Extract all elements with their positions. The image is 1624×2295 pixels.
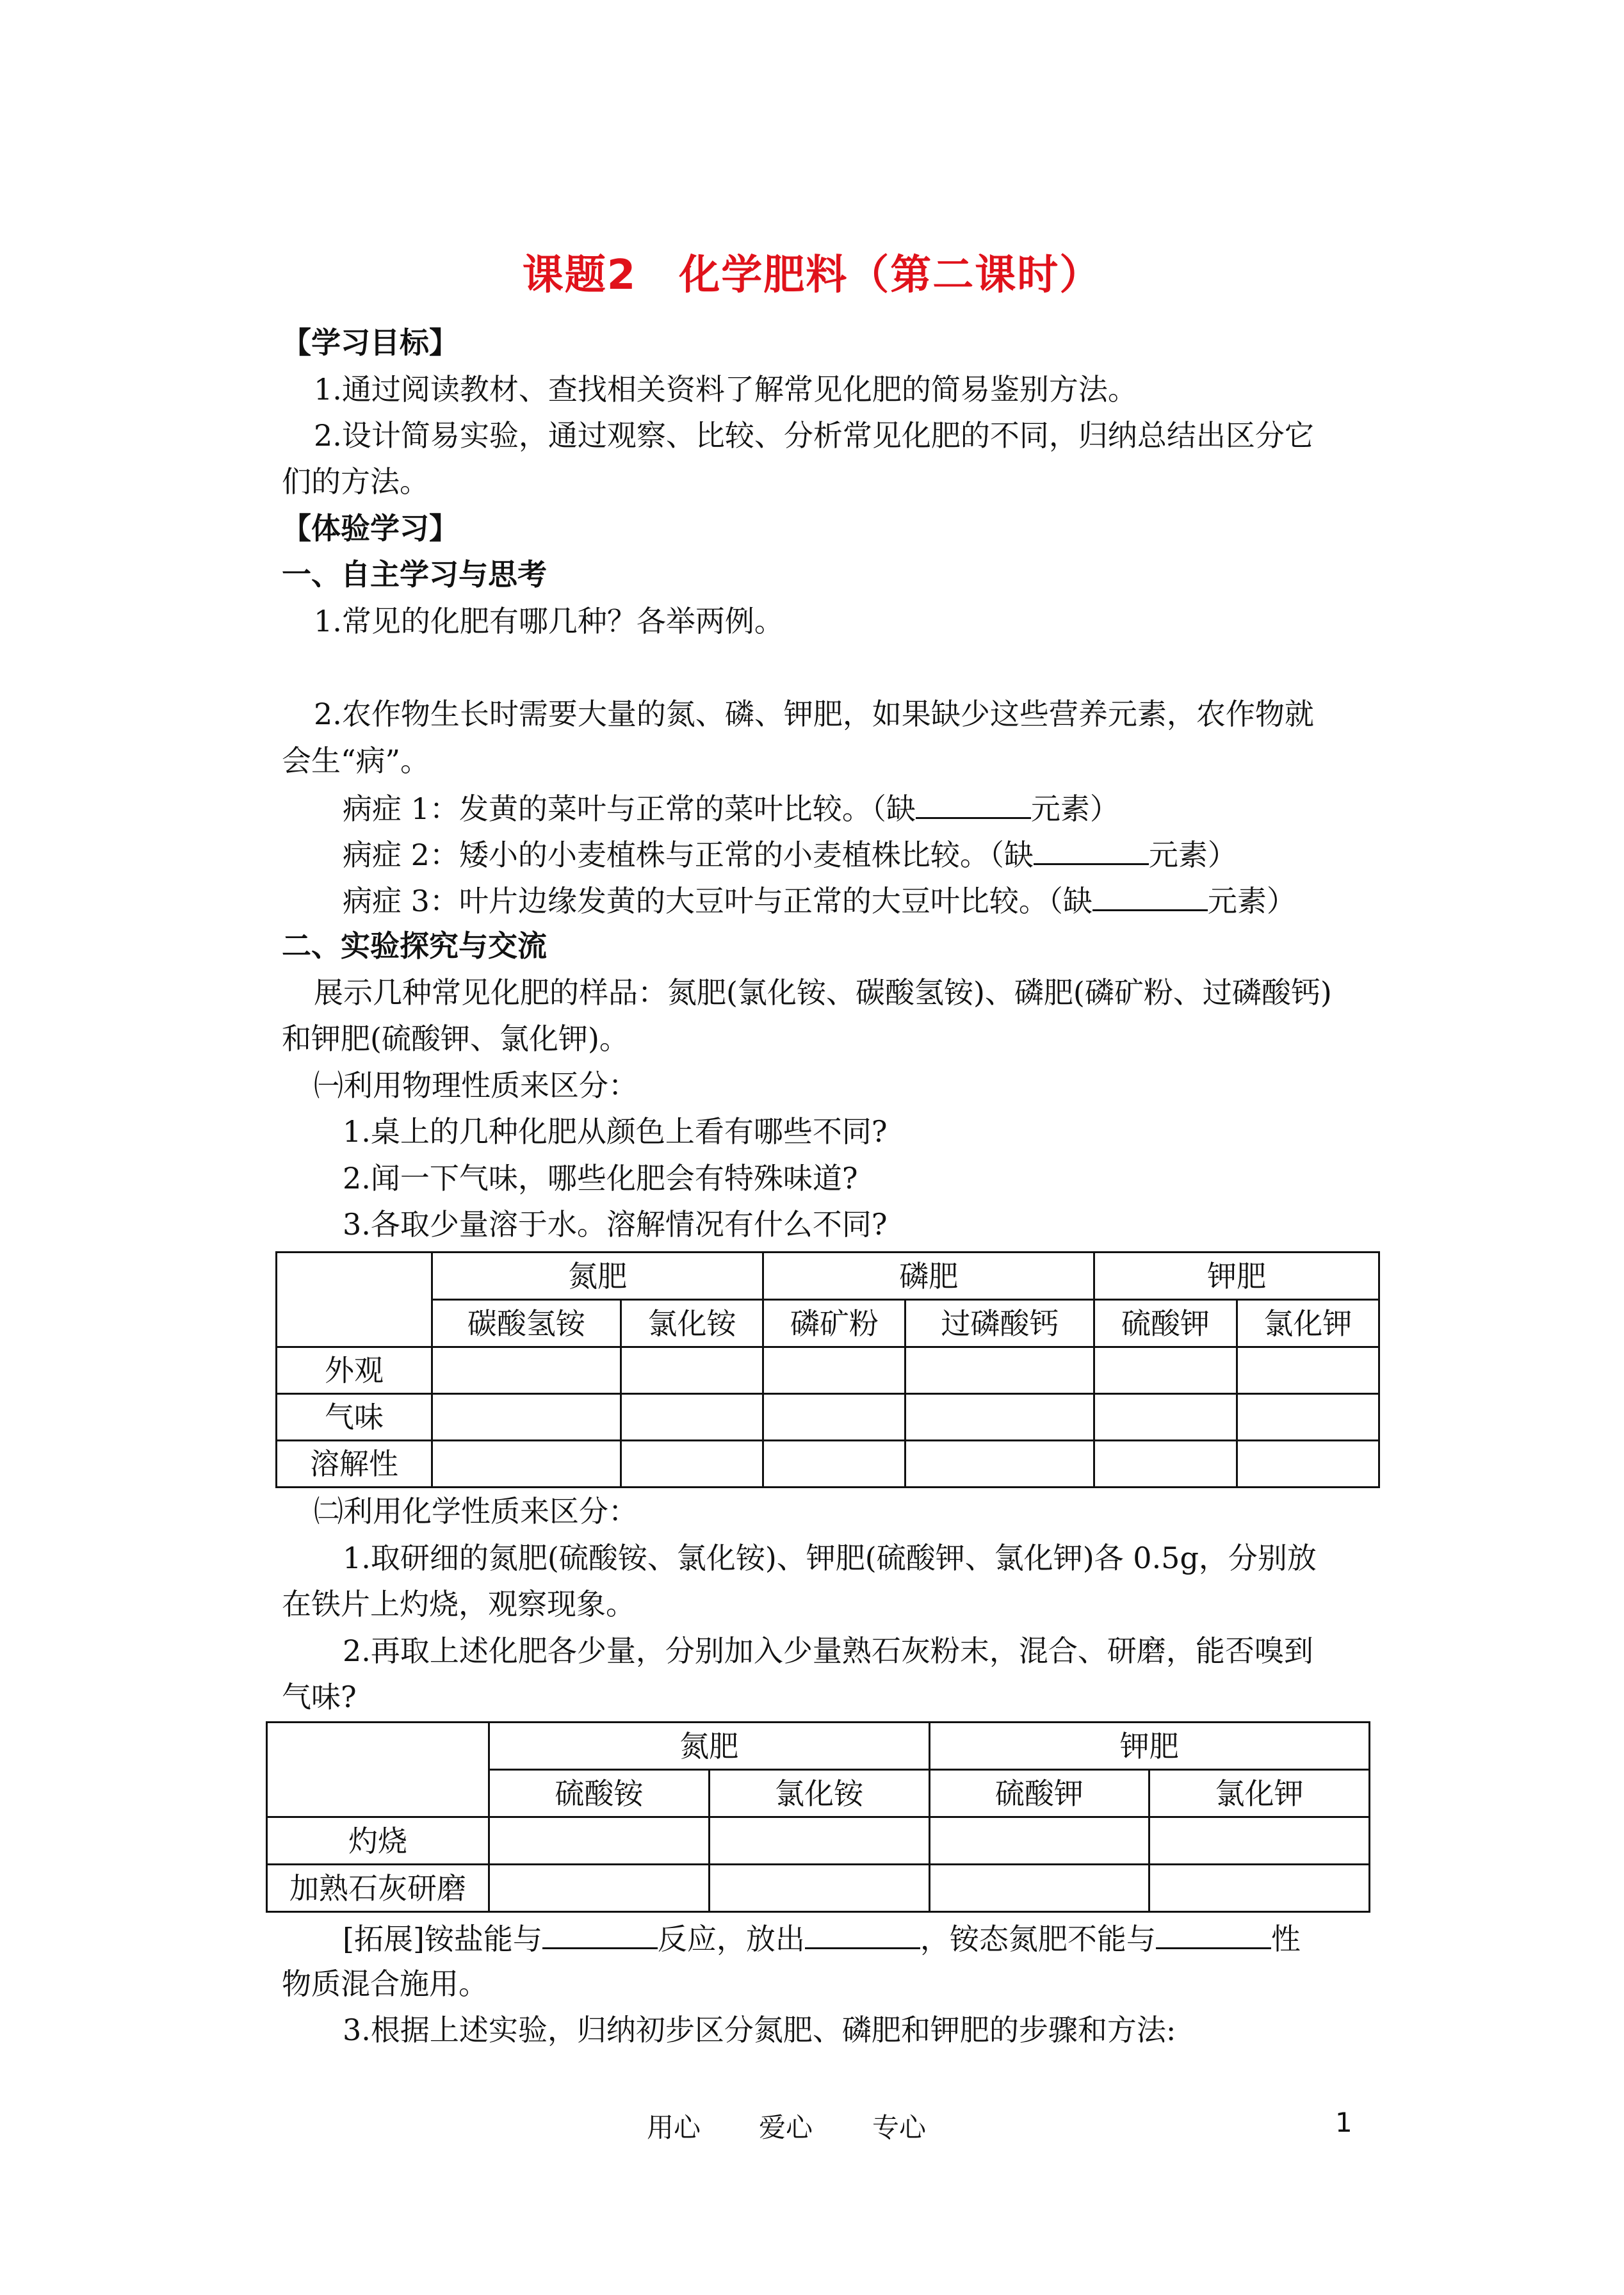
table2-row-header: 加熟石灰研磨 — [267, 1865, 489, 1912]
answer-cell[interactable] — [1094, 1441, 1237, 1488]
answer-cell[interactable] — [489, 1817, 710, 1865]
table-row — [277, 1441, 1379, 1488]
table1-group-header: 磷肥 — [763, 1253, 1094, 1300]
symptom-3 — [343, 880, 1296, 920]
answer-cell[interactable] — [1149, 1817, 1370, 1865]
answer-cell[interactable] — [763, 1347, 905, 1394]
table1-column-header: 碳酸氢铵 — [432, 1300, 621, 1347]
chemical-question-2-line1: 2.再取上述化肥各少量，分别加入少量熟石灰粉末，混合、研磨，能否嗅到 — [343, 1634, 1313, 1668]
extension-blank-1[interactable] — [542, 1918, 658, 1949]
extension-line2: 物质混合施用。 — [282, 1967, 488, 2001]
symptom-2-suffix: 元素） — [1148, 838, 1237, 872]
answer-cell[interactable] — [905, 1394, 1094, 1441]
answer-cell[interactable] — [621, 1347, 763, 1394]
answer-cell[interactable] — [763, 1441, 905, 1488]
chemical-heading: ㈡利用化学性质来区分： — [314, 1494, 638, 1529]
table1-corner-cell — [277, 1253, 432, 1347]
objectives-heading: 【学习目标】 — [282, 325, 459, 360]
answer-cell[interactable] — [1094, 1347, 1237, 1394]
page-title: 课题2 化学肥料（第二课时） — [522, 252, 1102, 299]
symptom-1-suffix: 元素） — [1030, 791, 1119, 826]
answer-cell[interactable] — [929, 1817, 1149, 1865]
table1-column-header: 硫酸钾 — [1094, 1300, 1237, 1347]
page-number: 1 — [1335, 2107, 1352, 2138]
chemical-properties-table — [266, 1721, 1370, 1913]
table1-column-header: 氯化钾 — [1237, 1300, 1379, 1347]
section2-intro-line2: 和钾肥(硫酸钾、氯化钾)。 — [282, 1021, 629, 1056]
symptom-2-text: 病症 2：矮小的小麦植株与正常的小麦植株比较。（缺 — [343, 838, 1034, 872]
extension-blank-2[interactable] — [805, 1918, 920, 1949]
answer-cell[interactable] — [1237, 1347, 1379, 1394]
table2-corner-cell — [267, 1723, 489, 1817]
extension-blank-3[interactable] — [1156, 1918, 1271, 1949]
table-row — [267, 1865, 1370, 1912]
section2-intro-line1: 展示几种常见化肥的样品：氮肥(氯化铵、碳酸氢铵)、磷肥(磷矿粉、过磷酸钙) — [314, 975, 1332, 1010]
table2-column-header: 氯化铵 — [709, 1770, 929, 1817]
table2-group-header: 氮肥 — [489, 1723, 930, 1770]
table1-group-header: 氮肥 — [432, 1253, 763, 1300]
objective-2-line2: 们的方法。 — [282, 464, 429, 499]
answer-cell[interactable] — [905, 1347, 1094, 1394]
physical-question-3: 3.各取少量溶于水。溶解情况有什么不同? — [343, 1207, 888, 1242]
answer-cell[interactable] — [489, 1865, 710, 1912]
table1-column-header: 氯化铵 — [621, 1300, 763, 1347]
extension-text-1: [拓展]铵盐能与 — [343, 1922, 542, 1956]
table-row — [267, 1817, 1370, 1865]
extension-text-2: 反应，放出 — [657, 1922, 805, 1956]
footer-motto-1: 用心 — [647, 2112, 701, 2143]
physical-question-2: 2.闻一下气味，哪些化肥会有特殊味道? — [343, 1161, 858, 1196]
symptom-2 — [343, 834, 1237, 874]
table1-group-header: 钾肥 — [1094, 1253, 1379, 1300]
answer-cell[interactable] — [432, 1347, 621, 1394]
answer-cell[interactable] — [1237, 1394, 1379, 1441]
answer-cell[interactable] — [1094, 1394, 1237, 1441]
objective-1: 1.通过阅读教材、查找相关资料了解常见化肥的简易鉴别方法。 — [314, 372, 1137, 407]
table-row — [277, 1347, 1379, 1394]
table2-column-header: 硫酸铵 — [489, 1770, 710, 1817]
answer-cell[interactable] — [709, 1817, 929, 1865]
section1-question-2-line2: 会生“病”。 — [282, 743, 430, 778]
table1-row-header: 外观 — [277, 1347, 432, 1394]
physical-heading: ㈠利用物理性质来区分： — [314, 1068, 638, 1103]
table2-column-header: 氯化钾 — [1149, 1770, 1370, 1817]
footer-motto-3: 专心 — [872, 2112, 927, 2143]
symptom-3-blank[interactable] — [1092, 880, 1208, 911]
symptom-3-suffix: 元素） — [1207, 884, 1296, 918]
answer-cell[interactable] — [763, 1394, 905, 1441]
objective-2-line1: 2.设计简易实验，通过观察、比较、分析常见化肥的不同，归纳总结出区分它 — [314, 418, 1314, 453]
symptom-1 — [343, 788, 1119, 828]
answer-cell[interactable] — [1149, 1865, 1370, 1912]
extension-text-4: 性 — [1271, 1922, 1301, 1956]
physical-properties-table — [275, 1251, 1380, 1488]
extension-line1 — [343, 1918, 1301, 1958]
table1-column-header: 磷矿粉 — [763, 1300, 905, 1347]
answer-cell[interactable] — [929, 1865, 1149, 1912]
table2-row-header: 灼烧 — [267, 1817, 489, 1865]
answer-cell[interactable] — [432, 1394, 621, 1441]
answer-cell[interactable] — [905, 1441, 1094, 1488]
table1-column-header: 过磷酸钙 — [905, 1300, 1094, 1347]
symptom-1-blank[interactable] — [916, 788, 1031, 819]
extension-text-3: ，铵态氮肥不能与 — [920, 1922, 1156, 1956]
symptom-1-text: 病症 1：发黄的菜叶与正常的菜叶比较。（缺 — [343, 791, 916, 826]
answer-cell[interactable] — [432, 1441, 621, 1488]
table2-group-header: 钾肥 — [929, 1723, 1370, 1770]
section1-question-2-line1: 2.农作物生长时需要大量的氮、磷、钾肥，如果缺少这些营养元素，农作物就 — [314, 697, 1314, 731]
summary-question: 3.根据上述实验，归纳初步区分氮肥、磷肥和钾肥的步骤和方法: — [343, 2013, 1176, 2047]
table1-row-header: 溶解性 — [277, 1441, 432, 1488]
answer-cell[interactable] — [621, 1394, 763, 1441]
table2-column-header: 硫酸钾 — [929, 1770, 1149, 1817]
symptom-2-blank[interactable] — [1034, 834, 1149, 865]
table1-row-header: 气味 — [277, 1394, 432, 1441]
chemical-question-1-line1: 1.取研细的氮肥(硫酸铵、氯化铵)、钾肥(硫酸钾、氯化钾)各 0.5g，分别放 — [343, 1541, 1317, 1575]
section2-heading: 二、实验探究与交流 — [282, 929, 547, 963]
chemical-question-2-line2: 气味? — [282, 1680, 357, 1714]
table-row — [277, 1394, 1379, 1441]
section1-question-1: 1.常见的化肥有哪几种？各举两例。 — [314, 604, 784, 638]
experience-heading: 【体验学习】 — [282, 511, 459, 546]
footer-motto-2: 爱心 — [759, 2112, 813, 2143]
chemical-question-1-line2: 在铁片上灼烧，观察现象。 — [282, 1587, 635, 1621]
physical-question-1: 1.桌上的几种化肥从颜色上看有哪些不同? — [343, 1114, 888, 1149]
answer-cell[interactable] — [709, 1865, 929, 1912]
symptom-3-text: 病症 3：叶片边缘发黄的大豆叶与正常的大豆叶比较。（缺 — [343, 884, 1092, 918]
answer-cell[interactable] — [621, 1441, 763, 1488]
section1-heading: 一、自主学习与思考 — [282, 557, 547, 592]
answer-cell[interactable] — [1237, 1441, 1379, 1488]
